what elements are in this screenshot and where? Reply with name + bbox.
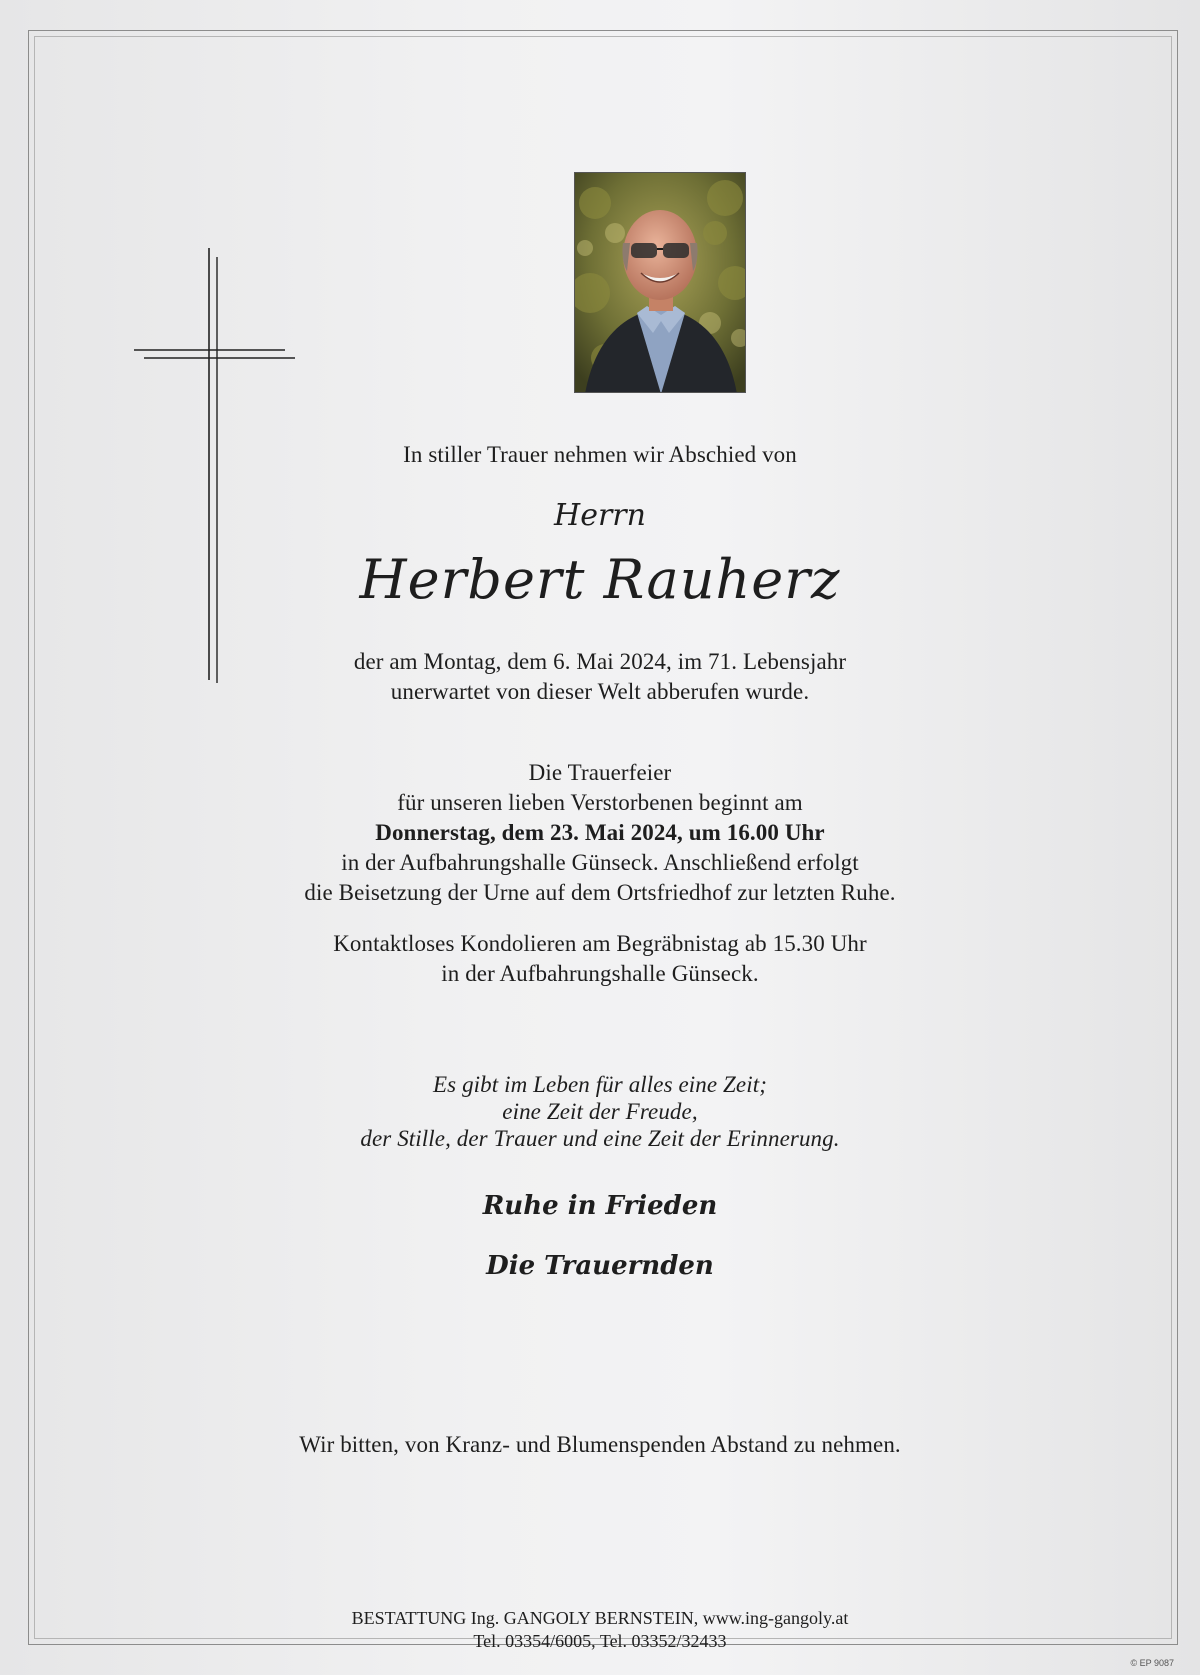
- condolence-block: [0, 929, 1200, 989]
- rest-in-peace: Ruhe in Frieden: [482, 1191, 718, 1221]
- salutation: Herrn: [554, 498, 646, 533]
- form-code: © EP 9087: [1130, 1658, 1174, 1668]
- quote-line-2: eine Zeit der Freude,: [502, 1099, 698, 1124]
- death-notice: [0, 647, 1200, 707]
- portrait-photo: [574, 172, 746, 393]
- ceremony-line-3: in der Aufbahrungshalle Günseck. Anschließend erfolgt: [341, 850, 859, 875]
- death-line-2: unerwartet von dieser Welt abberufen wurde.: [390, 679, 810, 704]
- footer-line-1: BESTATTUNG Ing. GANGOLY BERNSTEIN, www.ing-gangoly.at: [351, 1608, 849, 1628]
- condolence-line-2: in der Aufbahrungshalle Günseck.: [441, 961, 759, 986]
- signature: Die Trauernden: [486, 1251, 714, 1281]
- quote-block: [0, 1071, 1200, 1152]
- intro-text: In stiller Trauer nehmen wir Abschied von: [403, 442, 797, 467]
- condolence-line-1: Kontaktloses Kondolieren am Begräbnistag ab 15.30 Uhr: [333, 931, 867, 956]
- ceremony-line-4: die Beisetzung der Urne auf dem Ortsfriedhof zur letzten Ruhe.: [304, 880, 896, 905]
- ceremony-date: Donnerstag, dem 23. Mai 2024, um 16.00 Uhr: [375, 820, 825, 845]
- ceremony-line-1: Die Trauerfeier: [528, 760, 672, 785]
- ceremony-block: [0, 758, 1200, 908]
- deceased-name: Herbert Rauherz: [359, 548, 841, 611]
- donation-request: Wir bitten, von Kranz- und Blumenspenden Abstand zu nehmen.: [299, 1432, 901, 1457]
- quote-line-1: Es gibt im Leben für alles eine Zeit;: [433, 1072, 767, 1097]
- ceremony-line-2: für unseren lieben Verstorbenen beginnt am: [397, 790, 803, 815]
- death-line-1: der am Montag, dem 6. Mai 2024, im 71. Lebensjahr: [353, 649, 847, 674]
- quote-line-3: der Stille, der Trauer und eine Zeit der Erinnerung.: [360, 1126, 840, 1151]
- footer-line-2: Tel. 03354/6005, Tel. 03352/32433: [473, 1631, 727, 1651]
- funeral-home-footer: [0, 1607, 1200, 1653]
